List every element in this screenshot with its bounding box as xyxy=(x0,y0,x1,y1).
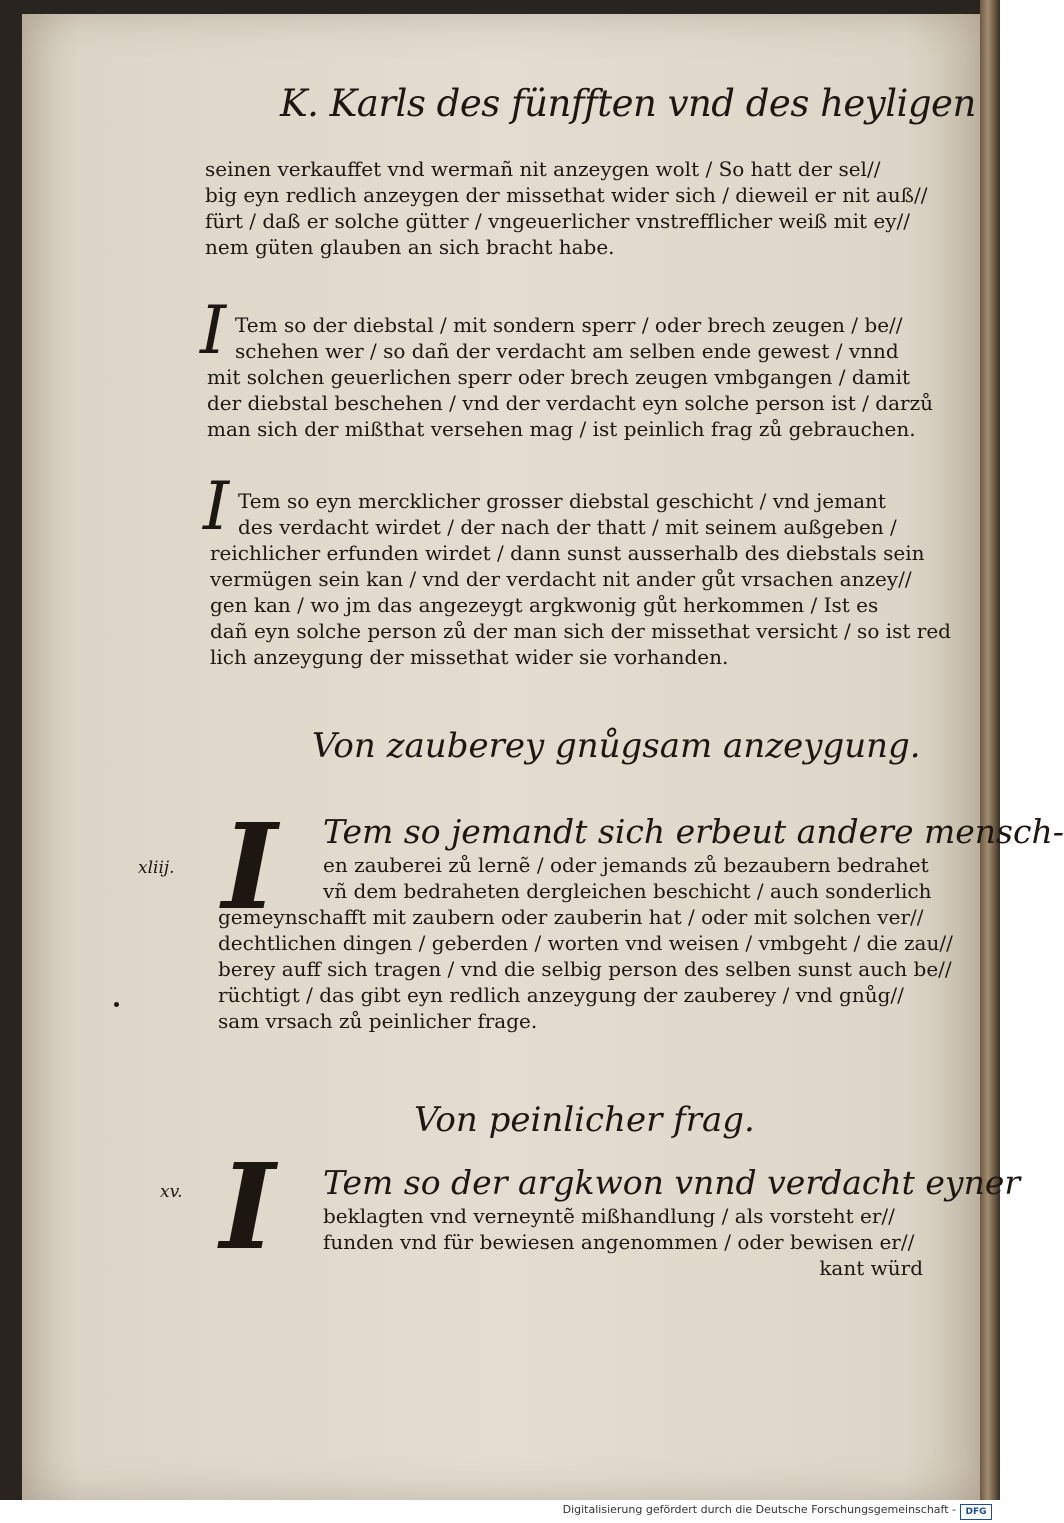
text-line: Tem so jemandt sich erbeut andere mensch- xyxy=(323,812,1064,851)
text-line: Tem so eyn mercklicher grosser diebstal geschicht / vnd jemant xyxy=(238,489,886,513)
text-line: Tem so der diebstal / mit sondern sperr / oder brech zeugen / be// xyxy=(235,313,903,337)
footer-bar xyxy=(0,1500,1000,1523)
text-line: nem güten glauben an sich bracht habe. xyxy=(205,235,615,259)
text-line: gen kan / wo jm das angezeygt argkwonig gůt herkommen / Ist es xyxy=(210,593,879,617)
text-line: vermügen sein kan / vnd der verdacht nit ander gůt vrsachen anzey// xyxy=(210,567,912,591)
paragraph-3 xyxy=(210,488,951,670)
text-line: big eyn redlich anzeygen der missethat wider sich / dieweil er nit auß// xyxy=(205,183,928,207)
margin-note: xv. xyxy=(160,1182,183,1202)
paragraph-1 xyxy=(205,156,928,260)
text-line: funden vnd für bewiesen angenommen / oder bewisen er// xyxy=(323,1230,915,1254)
text-line: der diebstal beschehen / vnd der verdacht eyn solche person ist / darzů xyxy=(207,391,933,415)
text-line: en zauberei zů lernẽ / oder jemands zů bezaubern bedrahet xyxy=(323,853,929,877)
book-spine-edge xyxy=(980,0,1000,1500)
margin-note: xliij. xyxy=(138,858,175,878)
text-line: fürt / daß er solche gütter / vngeuerlicher vnstrefflicher weiß mit ey// xyxy=(205,209,910,233)
text-line: schehen wer / so dañ der verdacht am selben ende gewest / vnnd xyxy=(235,339,899,363)
decorated-initial: I xyxy=(222,797,278,936)
drop-initial: I xyxy=(200,292,227,369)
text-line: dechtlichen dingen / geberden / worten vnd weisen / vmbgeht / die zau// xyxy=(218,931,953,955)
text-line: dañ eyn solche person zů der man sich der missethat versicht / so ist red xyxy=(210,619,951,643)
decorated-initial: I xyxy=(220,1137,276,1276)
drop-initial: I xyxy=(203,468,230,545)
text-line: rüchtigt / das gibt eyn redlich anzeygung der zauberey / vnd gnůg// xyxy=(218,983,904,1007)
text-line: man sich der mißthat versehen mag / ist peinlich frag zů gebrauchen. xyxy=(207,417,916,441)
margin-dot xyxy=(114,1002,119,1007)
running-header: K. Karls des fünfften vnd des heyligen xyxy=(280,82,976,125)
text-line: beklagten vnd verneyntẽ mißhandlung / als vorsteht er// xyxy=(323,1204,895,1228)
text-line: reichlicher erfunden wirdet / dann sunst ausserhalb des diebstals sein xyxy=(210,541,925,565)
paragraph-5 xyxy=(218,1163,1021,1281)
catchword: kant würd xyxy=(819,1256,923,1280)
text-line: vñ dem bedraheten dergleichen beschicht / auch sonderlich xyxy=(323,879,932,903)
text-line: seinen verkauffet vnd wermañ nit anzeygen wolt / So hatt der sel// xyxy=(205,157,881,181)
text-line: berey auff sich tragen / vnd die selbig person des selben sunst auch be// xyxy=(218,957,952,981)
funding-notice: Digitalisierung gefördert durch die Deutsche Forschungsgemeinschaft - xyxy=(562,1503,956,1516)
text-line: des verdacht wirdet / der nach der thatt / mit seinem außgeben / xyxy=(238,515,897,539)
section-title: Von peinlicher frag. xyxy=(414,1100,755,1140)
dfg-logo: DFG xyxy=(960,1504,992,1520)
text-line: mit solchen geuerlichen sperr oder brech zeugen vmbgangen / damit xyxy=(207,365,910,389)
text-line: gemeynschafft mit zaubern oder zauberin hat / oder mit solchen ver// xyxy=(218,905,924,929)
text-line: sam vrsach zů peinlicher frage. xyxy=(218,1009,538,1033)
text-line: lich anzeygung der missethat wider sie vorhanden. xyxy=(210,645,729,669)
paragraph-2 xyxy=(207,312,933,442)
text-line: Tem so der argkwon vnnd verdacht eyner xyxy=(323,1163,1021,1202)
paragraph-4 xyxy=(218,812,1064,1034)
section-title: Von zauberey gnůgsam anzeygung. xyxy=(312,726,921,766)
